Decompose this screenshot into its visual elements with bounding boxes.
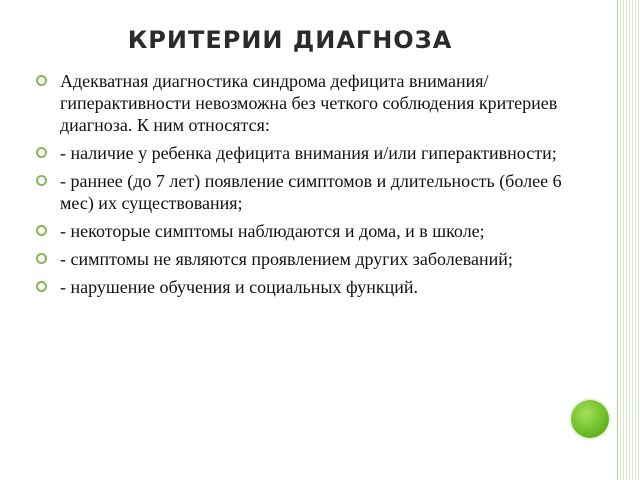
list-item	[34, 276, 574, 298]
criteria-list	[34, 70, 574, 304]
circle-bullet-icon	[36, 175, 47, 186]
list-item	[34, 220, 574, 242]
list-item-text: - симптомы не являются проявлением других заболеваний;	[60, 249, 513, 269]
circle-bullet-icon	[36, 75, 47, 86]
green-circle-icon[interactable]	[571, 400, 609, 438]
slide-title: КРИТЕРИИ ДИАГНОЗА	[127, 26, 453, 54]
circle-bullet-icon	[36, 225, 47, 236]
list-item-text: Адекватная диагностика синдрома дефицита внимания/гиперактивности невозможна без четкого соблюдения критериев диагноза. К ним относятся:	[60, 71, 558, 135]
circle-bullet-icon	[36, 253, 47, 264]
list-item	[34, 248, 574, 270]
circle-bullet-icon	[36, 281, 47, 292]
side-stripes-decoration	[618, 0, 640, 480]
list-item-text: - раннее (до 7 лет) появление симптомов и длительность (более 6 мес) их существования;	[60, 171, 562, 213]
list-item-text: - нарушение обучения и социальных функций.	[60, 277, 418, 297]
list-item	[34, 142, 574, 164]
list-item	[34, 170, 574, 214]
list-item-text: - наличие у ребенка дефицита внимания и/или гиперактивности;	[60, 143, 557, 163]
list-item	[34, 70, 574, 136]
list-item-text: - некоторые симптомы наблюдаются и дома, и в школе;	[60, 221, 485, 241]
circle-bullet-icon	[36, 147, 47, 158]
